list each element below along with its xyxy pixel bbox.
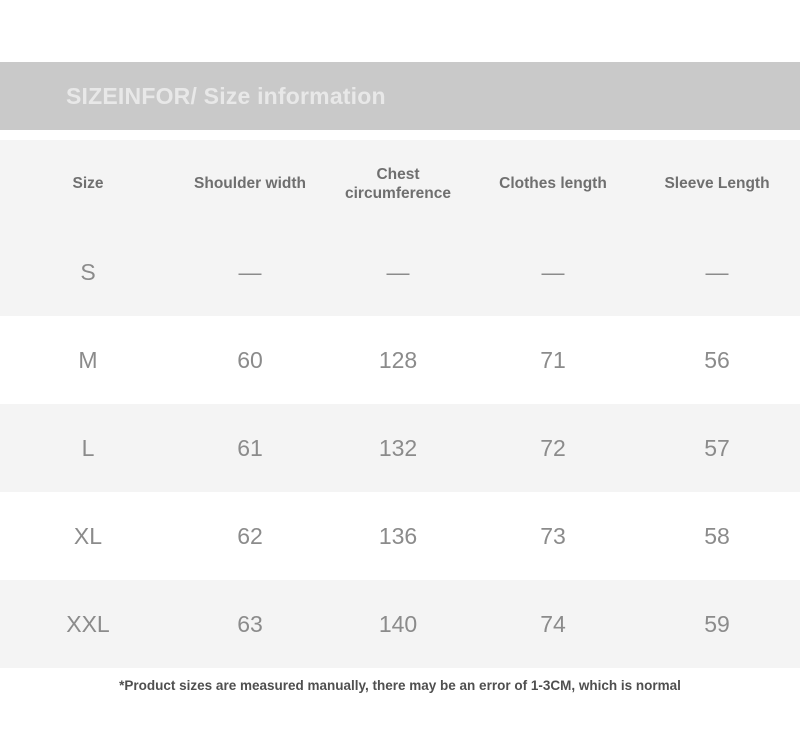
size-info-banner xyxy=(0,62,800,130)
table-row xyxy=(0,580,800,668)
cell-chest: 140 xyxy=(324,580,472,668)
table-row xyxy=(0,228,800,316)
cell-shoulder: 62 xyxy=(176,492,324,580)
column-header-size: Size xyxy=(0,140,176,228)
cell-chest: — xyxy=(324,228,472,316)
cell-size: XXL xyxy=(0,580,176,668)
column-header-chest-circumference: Chest circumference xyxy=(324,140,472,228)
cell-sleeve: 59 xyxy=(634,580,800,668)
cell-sleeve: 56 xyxy=(634,316,800,404)
table-row xyxy=(0,404,800,492)
cell-chest: 128 xyxy=(324,316,472,404)
cell-chest: 136 xyxy=(324,492,472,580)
cell-size: XL xyxy=(0,492,176,580)
table-body xyxy=(0,228,800,668)
cell-length: 74 xyxy=(472,580,634,668)
cell-shoulder: 60 xyxy=(176,316,324,404)
cell-shoulder: 61 xyxy=(176,404,324,492)
column-header-clothes-length: Clothes length xyxy=(472,140,634,228)
table-header xyxy=(0,140,800,228)
size-table xyxy=(0,140,800,668)
cell-shoulder: — xyxy=(176,228,324,316)
table-header-row xyxy=(0,140,800,228)
cell-sleeve: 57 xyxy=(634,404,800,492)
banner-title: SIZEINFOR/ Size information xyxy=(66,82,386,109)
cell-sleeve: 58 xyxy=(634,492,800,580)
table-row xyxy=(0,492,800,580)
cell-length: 72 xyxy=(472,404,634,492)
table-row xyxy=(0,316,800,404)
cell-size: S xyxy=(0,228,176,316)
column-header-sleeve-length: Sleeve Length xyxy=(634,140,800,228)
column-header-shoulder-width: Shoulder width xyxy=(176,140,324,228)
measurement-note: *Product sizes are measured manually, there may be an error of 1-3CM, which is normal xyxy=(119,678,681,693)
cell-length: 71 xyxy=(472,316,634,404)
cell-length: 73 xyxy=(472,492,634,580)
cell-shoulder: 63 xyxy=(176,580,324,668)
cell-size: M xyxy=(0,316,176,404)
cell-chest: 132 xyxy=(324,404,472,492)
cell-sleeve: — xyxy=(634,228,800,316)
cell-size: L xyxy=(0,404,176,492)
cell-length: — xyxy=(472,228,634,316)
